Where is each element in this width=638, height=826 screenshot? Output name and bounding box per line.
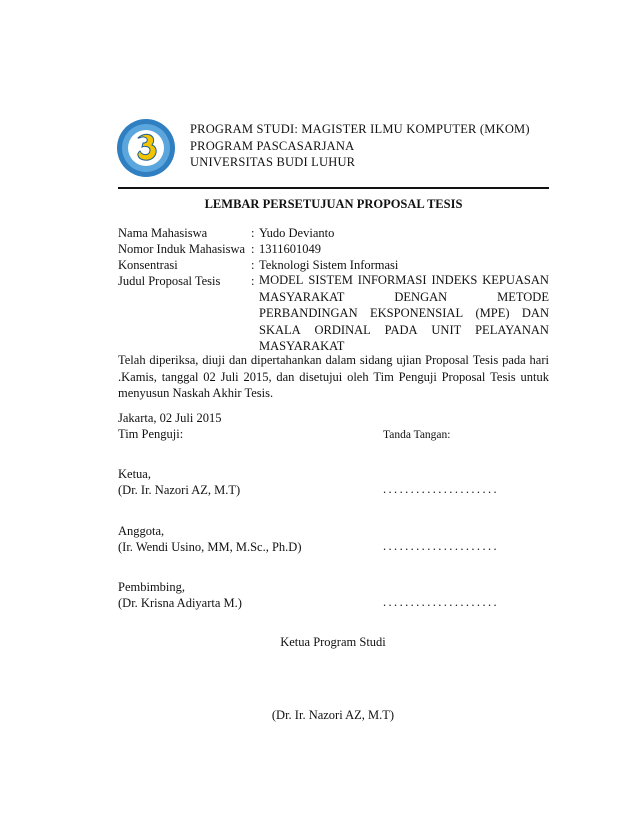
judul-line (259, 272, 549, 289)
paragraph-word: untuk (520, 369, 549, 384)
field-label-nim: Nomor Induk Mahasiswa (118, 242, 246, 256)
judul-word: EKSPONENSIAL (370, 306, 464, 320)
paragraph-word: Tim (373, 369, 394, 384)
header-line-university: UNIVERSITAS BUDI LUHUR (190, 155, 356, 169)
paragraph-word: Proposal (441, 369, 486, 384)
judul-word: SISTEM (308, 273, 353, 287)
field-label-judul: Judul Proposal Tesis (118, 274, 221, 288)
judul-line (259, 322, 549, 339)
field-value-konsentrasi: Teknologi Sistem Informasi (259, 258, 399, 272)
paragraph-word: Tesis (472, 353, 499, 367)
judul-word: SKALA (259, 322, 301, 337)
judul-word: MASYARAKAT (259, 289, 345, 304)
document-title: LEMBAR PERSETUJUAN PROPOSAL TESIS (204, 197, 463, 211)
judul-word: DAN (521, 306, 549, 320)
tanda-tangan-label: Tanda Tangan: (383, 429, 451, 441)
judul-word: KEPUASAN (482, 273, 549, 287)
paragraph-line (118, 369, 549, 386)
approval-paragraph (118, 352, 549, 402)
paragraph-word: hari (529, 353, 549, 367)
judul-word: INDEKS (431, 273, 478, 287)
paragraph-word: Proposal (425, 353, 469, 367)
signatory-name-anggota: (Ir. Wendi Usino, MM, M.Sc., Ph.D) (118, 540, 302, 554)
tim-penguji-label: Tim Penguji: (118, 427, 184, 441)
place-date: Jakarta, 02 Juli 2015 (118, 411, 222, 425)
field-colon-konsentrasi: : (251, 258, 255, 272)
paragraph-word: oleh (347, 369, 369, 384)
paragraph-word: disetujui (299, 369, 343, 384)
paragraph-word: dalam (325, 353, 357, 367)
field-value-judul (259, 272, 549, 355)
institution-header (190, 121, 530, 171)
paragraph-word: dan (276, 369, 295, 384)
judul-word: INFORMASI (357, 273, 427, 287)
signatory-name-ketua: (Dr. Ir. Nazori AZ, M.T) (118, 483, 241, 497)
judul-word: MASYARAKAT (259, 339, 345, 353)
field-value-nama: Yudo Devianto (259, 226, 335, 240)
paragraph-word: dipertahankan (250, 353, 322, 367)
judul-word: METODE (497, 289, 549, 304)
field-value-nim: 1311601049 (259, 242, 322, 256)
kaprodi-title: Ketua Program Studi (280, 635, 386, 649)
signature-line-pembimbing: ..................... (383, 595, 500, 609)
judul-word: PELAYANAN (475, 322, 549, 337)
signatory-name-pembimbing: (Dr. Krisna Adiyarta M.) (118, 596, 242, 610)
paragraph-word: diperiksa, (149, 353, 199, 367)
paragraph-word: Penguji (398, 369, 437, 384)
paragraph-word: tanggal (161, 369, 199, 384)
paragraph-word: pada (502, 353, 526, 367)
judul-line (259, 305, 549, 322)
field-colon-judul: : (251, 274, 255, 288)
signatory-role-ketua: Ketua, (118, 467, 151, 481)
judul-word: DENGAN (394, 289, 448, 304)
header-line-program-studi: PROGRAM STUDI: MAGISTER ILMU KOMPUTER (MKOM) (190, 122, 530, 136)
paragraph-word: Juli (220, 369, 239, 384)
paragraph-word: ujian (396, 353, 422, 367)
university-logo (116, 118, 176, 178)
signatory-role-anggota: Anggota, (118, 524, 165, 538)
judul-word: (MPE) (475, 306, 510, 320)
budi-luhur-emblem-icon (116, 118, 176, 178)
header-line-pascasarjana: PROGRAM PASCASARJANA (190, 138, 355, 153)
field-label-konsentrasi: Konsentrasi (118, 258, 178, 272)
paragraph-word: dan (228, 353, 248, 367)
paragraph-word: Telah (118, 353, 146, 367)
paragraph-word: 2015, (243, 369, 272, 384)
paragraph-word: .Kamis, (118, 369, 157, 384)
paragraph-word: sidang (359, 353, 393, 367)
field-colon-nim: : (251, 242, 255, 256)
judul-word: MODEL (259, 273, 304, 287)
paragraph-last-line: menyusun Naskah Akhir Tesis. (118, 386, 274, 400)
paragraph-line (118, 385, 549, 402)
signatory-role-pembimbing: Pembimbing, (118, 580, 186, 594)
judul-word: UNIT (431, 322, 462, 337)
paragraph-word: 02 (203, 369, 216, 384)
field-label-nama: Nama Mahasiswa (118, 226, 208, 240)
judul-line (259, 289, 549, 306)
paragraph-line (118, 352, 549, 369)
judul-word: PADA (384, 322, 418, 337)
kaprodi-name: (Dr. Ir. Nazori AZ, M.T) (271, 708, 395, 722)
signature-line-ketua: ..................... (383, 482, 500, 496)
signature-line-anggota: ..................... (383, 539, 500, 553)
paragraph-word: Tesis (490, 369, 516, 384)
paragraph-word: diuji (202, 353, 226, 367)
judul-word: ORDINAL (314, 322, 371, 337)
judul-word: PERBANDINGAN (259, 306, 358, 320)
field-colon-nama: : (251, 226, 255, 240)
header-divider (118, 187, 549, 189)
